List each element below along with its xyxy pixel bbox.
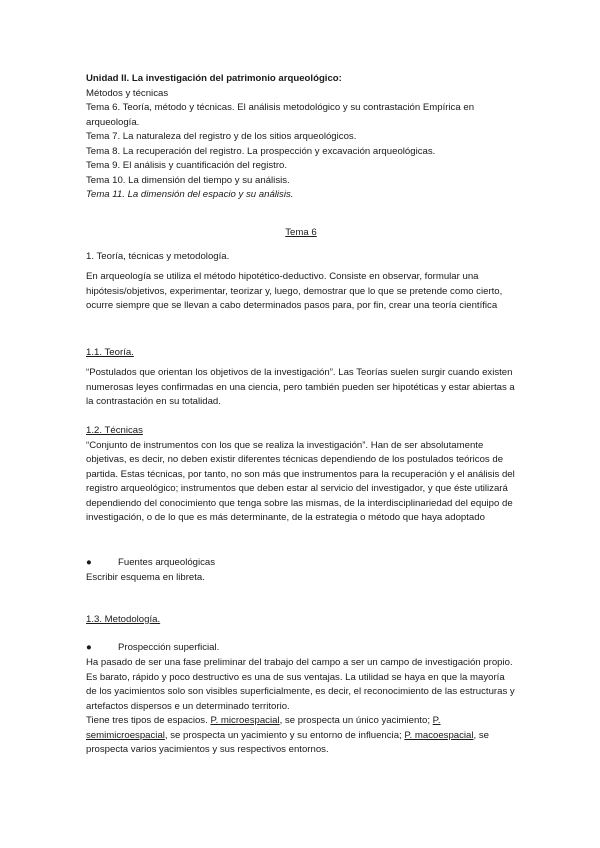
section-1-2-heading: 1.2. Técnicas — [86, 425, 143, 436]
note: Escribir esquema en libreta. — [86, 572, 205, 583]
bullet-label: Prospección superficial. — [118, 642, 220, 653]
bullet-prospeccion — [86, 641, 516, 656]
type-semimicroespacial-desc: , se prospecta un yacimiento y su entorno de influencia; — [164, 729, 402, 741]
section-1-1-heading: 1.1. Teoría. — [86, 347, 134, 358]
topic-item: Tema 10. La dimensión del tiempo y su análisis. — [86, 174, 290, 186]
bullet-label: Fuentes arqueológicas — [118, 557, 216, 568]
section-1-3-body: Ha pasado de ser una fase preliminar del trabajo del campo a ser un campo de investigación propio. Es barato, rápido y poco destructivo es una de sus ventajas. La utilidad se haya en que la mayoría de los yacimientos solo son visibles superficialmente, es decir, el reconocimiento de las estructuras y artefactos dispersos e un determinado territorio. — [86, 657, 515, 712]
section-1-body: En arqueología se utiliza el método hipotético-deductivo. Consiste en observar, formular una hipótesis/objetivos, experimentar, teorizar y, luego, demostrar que lo que se pretende como cierto, ocurre siempre que se llevan a cabo determinados pasos para, por fin, crear una teoría científica — [86, 271, 503, 311]
bullet-icon: ● — [86, 557, 92, 568]
bullet-fuentes — [86, 556, 516, 571]
section-1-3-heading: 1.3. Metodología. — [86, 614, 161, 625]
unit-header — [86, 72, 516, 203]
topic-item: Tema 7. La naturaleza del registro y de los sitios arqueológicos. — [86, 131, 357, 142]
topic-item: Tema 6. Teoría, método y técnicas. El análisis metodológico y su contrastación Empírica en arqueología. — [86, 102, 475, 128]
unit-title: Unidad II. La investigación del patrimonio arqueológico: — [86, 73, 342, 84]
type-semimicroespacial: P. semimicroespacial — [86, 715, 441, 741]
section-1-2 — [86, 424, 516, 526]
topic-item: Tema 9. El análisis y cuantificación del registro. — [86, 160, 288, 171]
spaces-paragraph — [86, 714, 516, 758]
tema-title: Tema 6 — [285, 227, 317, 238]
type-macoespacial-desc: , se prospecta varios yacimientos y sus respectivos entornos. — [86, 729, 489, 755]
section-1-1-body: “Postulados que orientan los objetivos de la investigación”. Las Teorías suelen surgir cuando existen numerosas leyes confirmadas en una ciencia, pero también pueden ser hipotéticas y estar abiertas a la contrastación en su totalidad. — [86, 367, 515, 407]
bullet-icon: ● — [86, 642, 92, 653]
type-microespacial: P. microespacial — [210, 715, 280, 726]
section-1-heading: 1. Teoría, técnicas y metodología. — [86, 251, 230, 262]
type-microespacial-desc: , se prospecta un único yacimiento; — [279, 715, 430, 726]
topic-item: Tema 11. La dimensión del espacio y su análisis. — [86, 189, 294, 200]
section-1-2-body: “Conjunto de instrumentos con los que se realiza la investigación”. Han de ser absolutamente objetivas, es decir, no deben existir diferentes técnicas dependiendo de los postulados teóricos de partida. Estas técnicas, por tanto, no son más que instrumentos para la recuperación y el análisis del registro arqueológico; instrumentos que deben estar al servicio del investigador, y que éste utilizará dependiendo del conocimiento que tenga sobre las mismas, de la interdisciplinariedad del equipo de investigación, o de lo que es más determinante, de la estrategia o método que haya adoptado — [86, 439, 515, 523]
spaces-intro: Tiene tres tipos de espacios. — [86, 715, 208, 726]
topic-item: Tema 8. La recuperación del registro. La prospección y excavación arqueológicas. — [86, 145, 436, 157]
unit-subtitle: Métodos y técnicas — [86, 87, 169, 99]
type-macoespacial: P. macoespacial — [404, 729, 474, 741]
